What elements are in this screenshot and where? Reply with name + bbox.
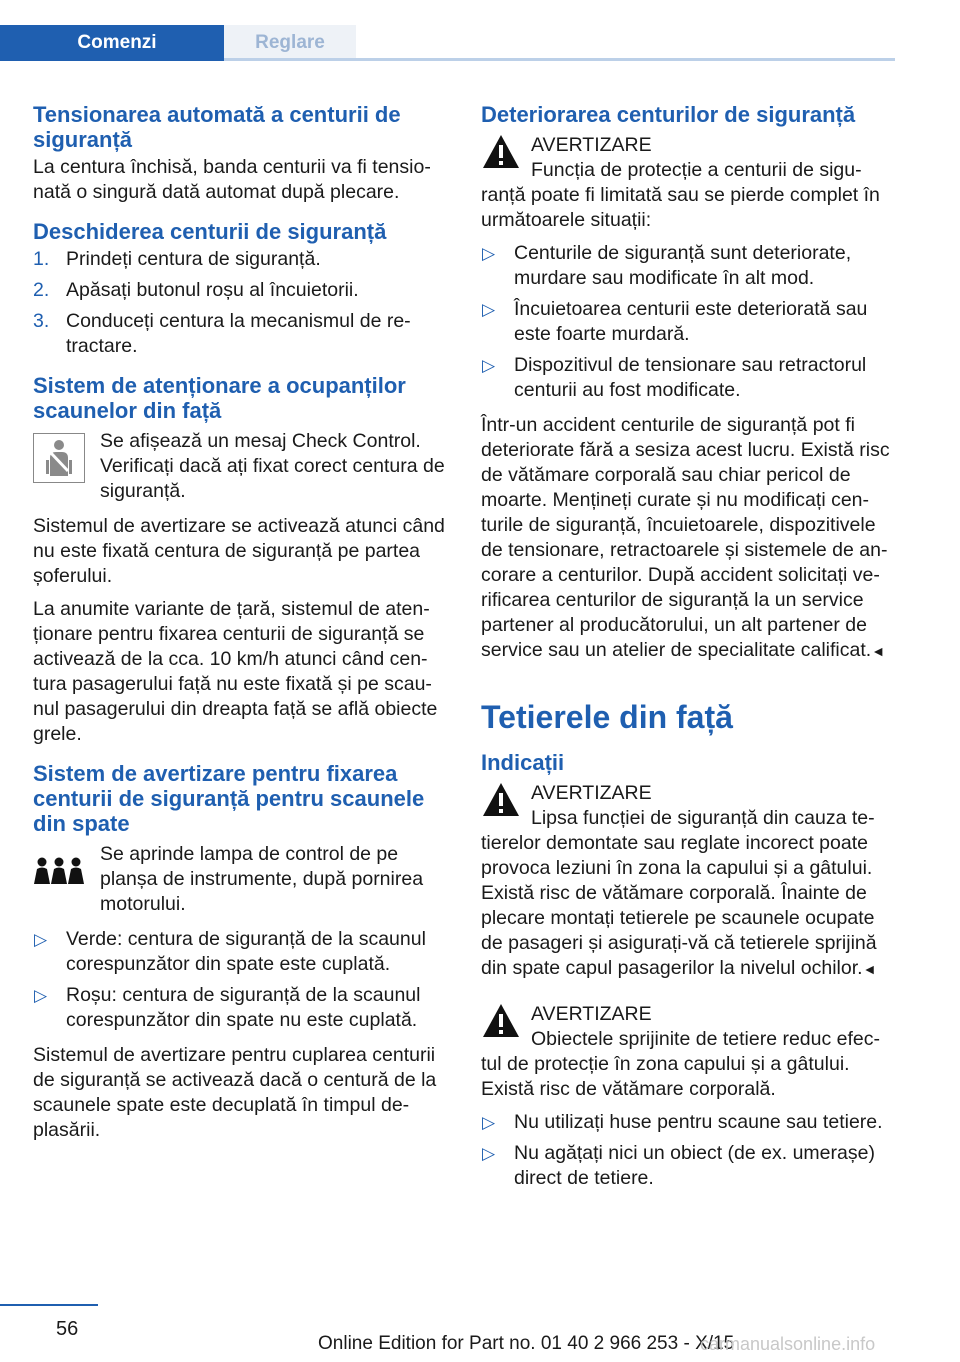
warning-text	[481, 806, 899, 982]
list-item	[33, 927, 451, 977]
list-item	[481, 1110, 899, 1135]
tab-comenzi-label: Comenzi	[77, 32, 157, 53]
headrest-list	[481, 1110, 899, 1191]
tab-bar	[0, 25, 895, 61]
bullet-triangle-icon: ▷	[482, 244, 496, 263]
paragraph	[481, 413, 899, 664]
warning-title: AVERTIZARE	[531, 1003, 652, 1025]
bullet-triangle-icon: ▷	[34, 930, 48, 949]
bullet-text: Roșu: centura de siguranță de la scaunul corespunzător din spate nu este cuplată.	[66, 984, 421, 1031]
warning-title: AVERTIZARE	[531, 134, 652, 156]
paragraph: Sistemul de avertizare pentru cuplarea centurii de siguranță se activează dacă o centură de la scaunele spate este decuplată în timpul de‐ plasării.	[33, 1044, 437, 1141]
icon-text-block	[33, 429, 451, 504]
icon-description: Se afișează un mesaj Check Control. Verificați dacă ați fixat corect centura de siguranță.	[100, 430, 445, 502]
step-number: 3.	[33, 310, 50, 332]
status-list	[33, 927, 451, 1033]
section-title-auto-tension: Tensionarea automată a centurii de siguranță	[33, 102, 401, 152]
step-text: Apăsați butonul roșu al încuietorii.	[66, 279, 359, 301]
paragraph: La centura închisă, banda centurii va fi tensio‐ nată o singură dată automat după plecare.	[33, 156, 431, 203]
bullet-text: Încuietoarea centurii este deteriorată sau este foarte murdară.	[514, 298, 868, 345]
edition-note: Online Edition for Part no. 01 40 2 966 253 - X/15	[318, 1333, 735, 1354]
section-title-rear-seatbelt-warning: Sistem de avertizare pentru fixarea centurii de siguranță pentru scaunele din spate	[33, 761, 425, 836]
section-title-unbuckle: Deschiderea centurii de siguranță	[33, 219, 387, 244]
damage-list	[481, 241, 899, 403]
list-item	[481, 241, 899, 291]
warning-title: AVERTIZARE	[531, 782, 652, 804]
chapter-title-front-headrests: Tetierele din față	[481, 699, 733, 735]
list-item	[33, 309, 451, 359]
warning-triangle-icon	[481, 133, 521, 171]
end-mark: ◄	[871, 643, 886, 659]
list-item	[481, 353, 899, 403]
bullet-triangle-icon: ▷	[482, 300, 496, 319]
section-title-front-occupant-warning: Sistem de atenționare a ocupanților scaunelor din față	[33, 373, 406, 423]
bullet-triangle-icon: ▷	[482, 1144, 496, 1163]
paragraph: La anumite variante de țară, sistemul de aten‐ ționare pentru fixarea centurii de siguranță se activează de la cca. 10 km/h atunci când cen‐ tura pasagerului față nu este fixată și pe scau‐ nul pasagerului din dreapta față se află obiecte grele.	[33, 598, 438, 745]
bullet-triangle-icon: ▷	[482, 1113, 496, 1132]
tab-divider	[224, 58, 895, 61]
warning-text: Obiectele sprijinite de tetiere reduc efec‐ tul de protecție în zona capului și a gâtului. Există risc de vătămare corporală.	[481, 1028, 881, 1100]
bullet-text: Dispozitivul de tensionare sau retractorul centurii au fost modificate.	[514, 354, 867, 401]
steps-list	[33, 247, 451, 359]
step-text: Prindeți centura de siguranță.	[66, 248, 321, 270]
list-item	[33, 247, 451, 272]
section-title-notes: Indicații	[481, 750, 565, 775]
bullet-triangle-icon: ▷	[482, 356, 496, 375]
warning-triangle-icon	[481, 781, 521, 819]
warning-block	[481, 1002, 899, 1102]
end-mark: ◄	[862, 961, 877, 977]
icon-description: Se aprinde lampa de control de pe planșa de instrumente, după pornirea motorului.	[100, 843, 424, 915]
tab-comenzi[interactable]	[0, 25, 224, 61]
tab-reglare[interactable]	[224, 25, 356, 61]
bullet-text: Nu utilizați huse pentru scaune sau tetiere.	[514, 1111, 883, 1133]
step-number: 2.	[33, 279, 50, 301]
footer-rule	[0, 1304, 98, 1306]
step-number: 1.	[33, 248, 50, 270]
paragraph-text: Într-un accident centurile de siguranță pot fi deteriorate fără a sesiza acest lucru. Există risc de vătămare corporală sau chiar pericol de moarte. Mențineți curate și nu modificați cen‐ turile de siguranță, încuietoarele, dispozitivele de tensionare, retractoarele și sistemele de an‐ corare a centurilor. După accident solicitați ve‐ rificarea centurilor de siguranță la un service partener al producătorului, un alt partener de service sau un atelier de specialitate calificat.	[481, 414, 890, 661]
warning-triangle-icon	[481, 1002, 521, 1040]
seatbelt-warning-icon	[33, 433, 85, 483]
page-number: 56	[56, 1318, 79, 1340]
list-item	[481, 1141, 899, 1191]
tab-reglare-label: Reglare	[255, 32, 325, 53]
paragraph: Sistemul de avertizare se activează atunci când nu este fixată centura de siguranță pe partea șoferului.	[33, 515, 445, 587]
left-column	[33, 102, 451, 1151]
list-item	[481, 297, 899, 347]
warning-text-content: Lipsa funcției de siguranță din cauza te‐ tierelor demontate sau reglate incorect poate provoca leziuni în zona la capului și a gâtului. Există risc de vătămare corporală. Înainte de plecare montați tetierele pe scaunele ocupate de pasageri și asigurați-vă că tetierele sprijină din spate capul pasagerilor la nivelul ochilor.	[481, 807, 877, 979]
right-column	[481, 102, 899, 1201]
icon-text-block	[33, 842, 451, 917]
watermark: carmanualsonline.info	[700, 1334, 876, 1354]
warning-text: Funcția de protecție a centurii de sigu‐ ranță poate fi limitată sau se pierde complet în următoarele situații:	[481, 159, 880, 231]
bullet-text: Centurile de siguranță sunt deteriorate, murdare sau modificate în alt mod.	[514, 242, 852, 289]
rear-seats-indicator-icon	[33, 846, 85, 896]
section-title-belt-damage: Deteriorarea centurilor de siguranță	[481, 102, 856, 127]
list-item	[33, 278, 451, 303]
warning-block	[481, 133, 899, 233]
step-text: Conduceți centura la mecanismul de re‐ tractare.	[66, 310, 411, 357]
list-item	[33, 983, 451, 1033]
bullet-triangle-icon: ▷	[34, 986, 48, 1005]
warning-block	[481, 781, 899, 982]
bullet-text: Nu agățați nici un obiect (de ex. umerașe) direct de tetiere.	[514, 1142, 875, 1189]
bullet-text: Verde: centura de siguranță de la scaunul corespunzător din spate este cuplată.	[66, 928, 426, 975]
